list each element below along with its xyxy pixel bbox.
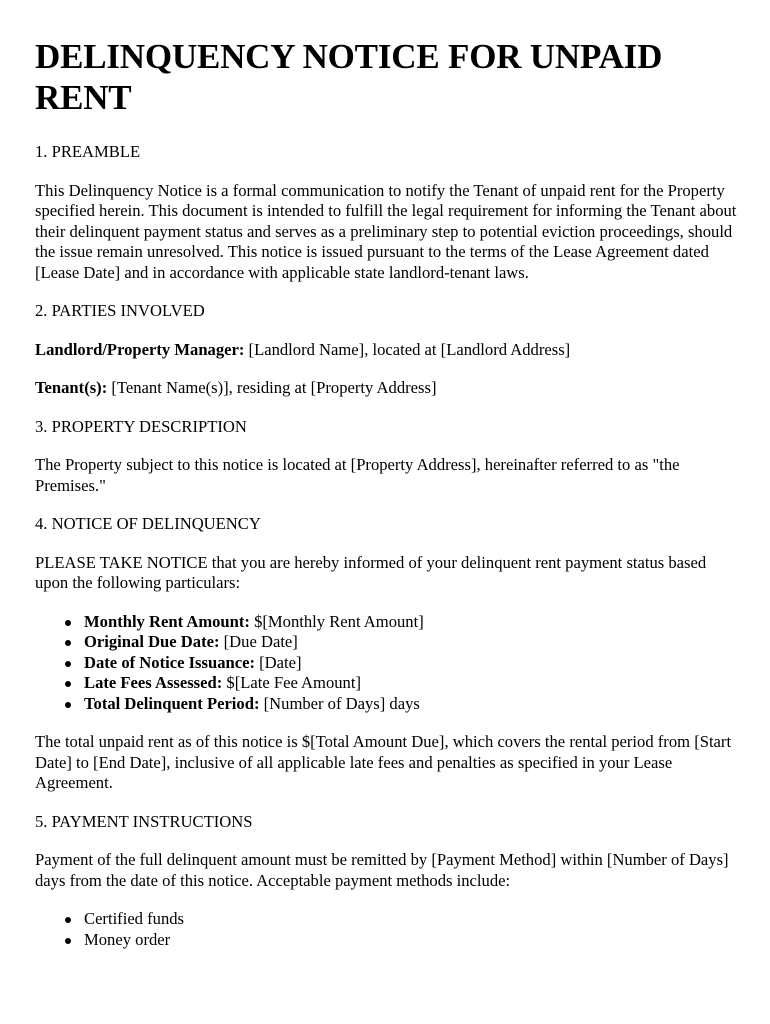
payment-body: Payment of the full delinquent amount must be remitted by [Payment Method] within [Number of Days] days from the date of this notice. Acceptable payment methods include: (35, 850, 729, 890)
tenant-line (35, 378, 740, 399)
item-label: Late Fees Assessed: (84, 673, 223, 692)
property-body: The Property subject to this notice is located at [Property Address], hereinafter referred to as "the Premises." (35, 455, 680, 495)
landlord-label: Landlord/Property Manager: (35, 339, 245, 359)
item-value: [Date] (254, 652, 302, 672)
section-heading-notice: 4. NOTICE OF DELINQUENCY (35, 514, 261, 533)
document-title: DELINQUENCY NOTICE FOR UNPAID RENT (35, 37, 663, 117)
section-heading-payment: 5. PAYMENT INSTRUCTIONS (35, 811, 253, 831)
section-heading-preamble: 1. PREAMBLE (35, 142, 141, 161)
list-item (84, 612, 740, 633)
list-item (84, 694, 740, 715)
payment-methods-list (35, 909, 740, 950)
landlord-line (35, 340, 740, 361)
item-value: [Due Date] (219, 632, 298, 651)
item-value: $[Late Fee Amount] (222, 673, 361, 692)
item-label: Date of Notice Issuance: (84, 652, 255, 672)
list-item (84, 673, 740, 694)
list-item: Certified funds (84, 909, 740, 930)
tenant-value: [Tenant Name(s)], residing at [Property Address] (107, 378, 437, 397)
item-label: Monthly Rent Amount: (84, 611, 250, 631)
tenant-label: Tenant(s): (35, 378, 108, 397)
item-value: $[Monthly Rent Amount] (249, 611, 424, 631)
notice-summary: The total unpaid rent as of this notice is $[Total Amount Due], which covers the rental period from [Start Date] to [End Date], inclusive of all applicable late fees and penalties as specified in your Lease Agreement. (35, 732, 732, 792)
list-item (84, 632, 740, 653)
notice-intro: PLEASE TAKE NOTICE that you are hereby informed of your delinquent rent payment status based upon the following particulars: (35, 552, 707, 592)
delinquency-details-list (35, 612, 740, 715)
item-label: Original Due Date: (84, 632, 220, 651)
landlord-value: [Landlord Name], located at [Landlord Address] (244, 339, 571, 359)
item-label: Total Delinquent Period: (84, 693, 260, 713)
section-heading-property: 3. PROPERTY DESCRIPTION (35, 416, 247, 436)
list-item: Money order (84, 930, 740, 951)
preamble-body: This Delinquency Notice is a formal communication to notify the Tenant of unpaid rent for the Property specified herein. This document is intended to fulfill the legal requirement for informing the Tenant about their delinquent payment status and serves as a preliminary step to potential eviction proceedings, should the issue remain unresolved. This notice is issued pursuant to the terms of the Lease Agreement dated [Lease Date] and in accordance with applicable state landlord-tenant laws. (35, 180, 737, 282)
section-heading-parties: 2. PARTIES INVOLVED (35, 301, 205, 320)
item-value: [Number of Days] days (259, 693, 420, 713)
list-item (84, 653, 740, 674)
